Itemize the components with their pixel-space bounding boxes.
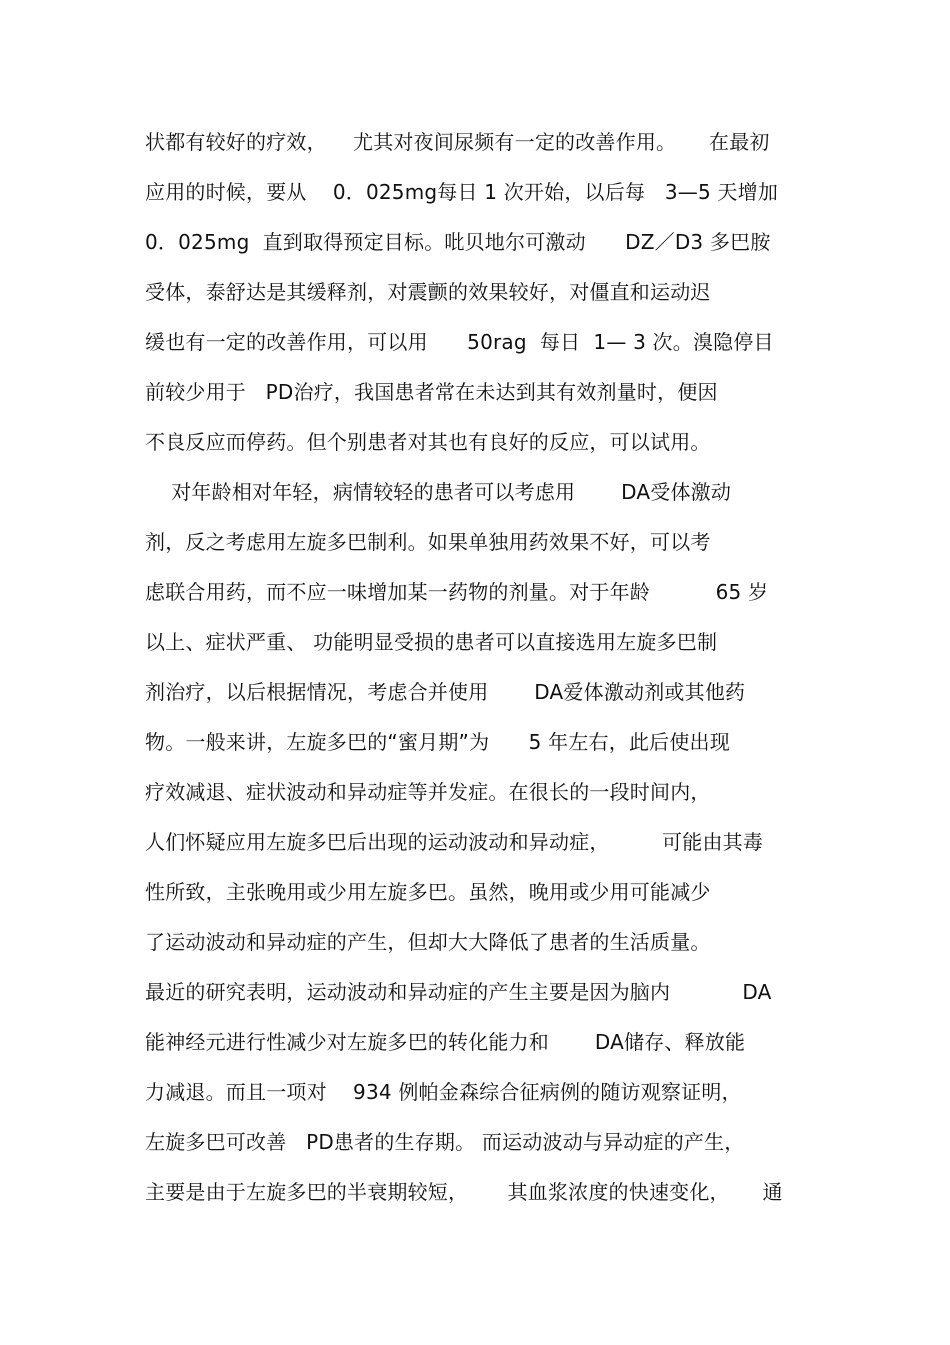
text-line: 以上、症状严重、 功能明显受损的患者可以直接选用左旋多巴制 (145, 630, 718, 654)
text-line: 缓也有一定的改善作用，可以用 50rag 每日 1— 3 次。溴隐停目 (145, 330, 774, 354)
text-line: 人们怀疑应用左旋多巴后出现的运动波动和异动症， 可能由其毒 (145, 830, 764, 854)
text-line: 性所致，主张晚用或少用左旋多巴。虽然，晚用或少用可能减少 (145, 880, 711, 904)
text-line: 剂，反之考虑用左旋多巴制利。如果单独用药效果不好，可以考 (145, 530, 711, 554)
text-line: 状都有较好的疗效， 尤其对夜间尿频有一定的改善作用。 在最初 (145, 130, 770, 154)
text-line: 对年龄相对年轻，病情较轻的患者可以考虑用 DA受体激动 (145, 480, 732, 504)
text-line: 不良反应而停药。但个别患者对其也有良好的反应，可以试用。 (145, 430, 711, 454)
text-line: 左旋多巴可改善 PD患者的生存期。 而运动波动与异动症的产生， (145, 1130, 745, 1154)
text-line: 0．025mg 直到取得预定目标。吡贝地尔可激动 DZ／D3 多巴胺 (145, 230, 771, 254)
text-line: 物。一般来讲，左旋多巴的“蜜月期”为 5 年左右，此后使出现 (145, 730, 730, 754)
text-line: 剂治疗，以后根据情况，考虑合并使用 DA爱体激动剂或其他药 (145, 680, 746, 704)
text-line: 能神经元进行性减少对左旋多巴的转化能力和 DA储存、释放能 (145, 1030, 746, 1054)
text-line: 应用的时候，要从 0．025mg每日 1 次开始，以后每 3—5 天增加 (145, 180, 779, 204)
text-line: 疗效减退、症状波动和异动症等并发症。在很长的一段时间内， (145, 780, 711, 804)
text-line: 受体，泰舒达是其缓释剂，对震颤的效果较好，对僵直和运动迟 (145, 280, 711, 304)
text-line: 主要是由于左旋多巴的半衰期较短， 其血浆浓度的快速变化， 通 (145, 1180, 783, 1204)
text-line: 力减退。而且一项对 934 例帕金森综合征病例的随访观察证明， (145, 1080, 742, 1104)
text-line: 最近的研究表明，运动波动和异动症的产生主要是因为脑内 DA (145, 980, 772, 1004)
text-line: 了运动波动和异动症的产生，但却大大降低了患者的生活质量。 (145, 930, 711, 954)
text-line: 虑联合用药，而不应一味增加某一药物的剂量。对于年龄 65 岁 (145, 580, 769, 604)
text-line: 前较少用于 PD治疗，我国患者常在未达到其有效剂量时，便因 (145, 380, 718, 404)
